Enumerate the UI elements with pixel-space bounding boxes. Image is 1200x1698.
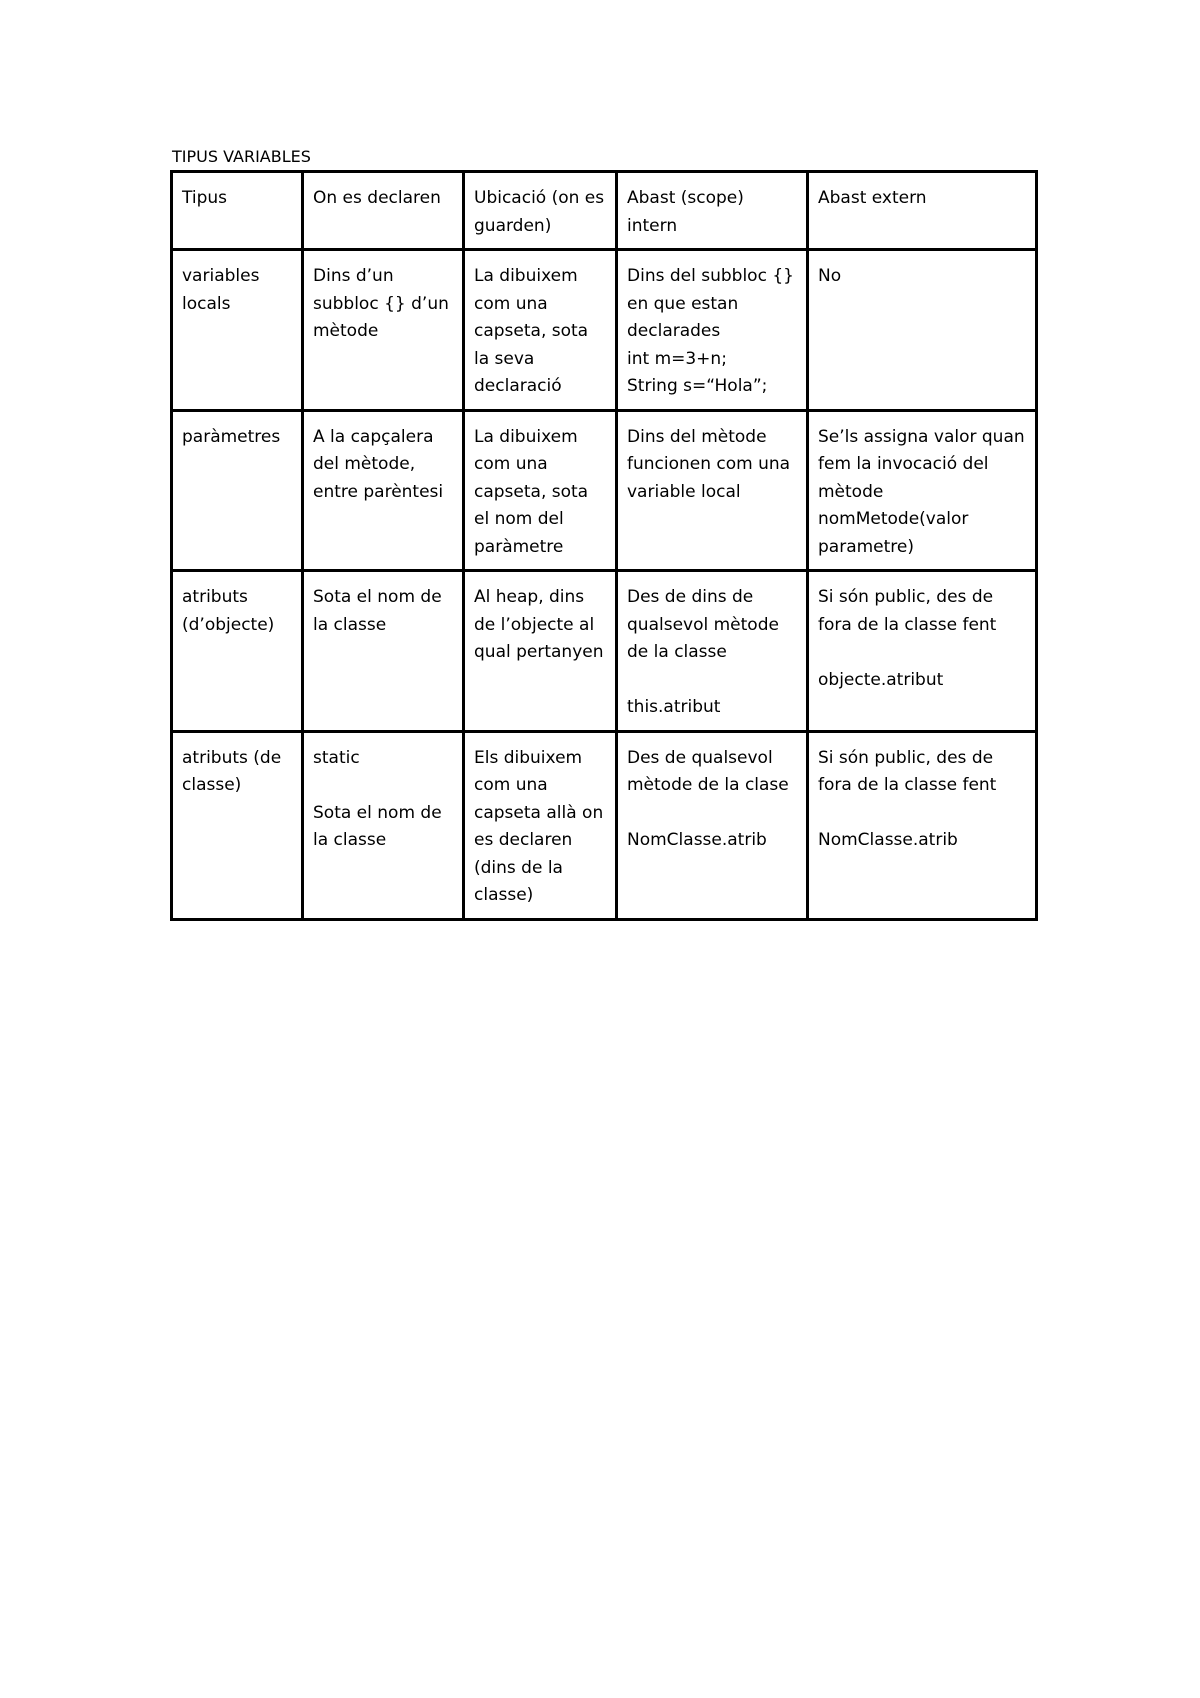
header-cell-abast-intern: Abast (scope) intern <box>617 172 808 250</box>
table-cell: Dins d’un subbloc {} d’un mètode <box>303 250 464 411</box>
table-cell: static Sota el nom de la classe <box>303 731 464 919</box>
table-cell: paràmetres <box>172 410 303 571</box>
table-row <box>172 410 1037 571</box>
table-cell: Sota el nom de la classe <box>303 571 464 732</box>
table-cell: Si són public, des de fora de la classe fent NomClasse.atrib <box>808 731 1037 919</box>
header-cell-tipus: Tipus <box>172 172 303 250</box>
header-cell-abast-extern: Abast extern <box>808 172 1037 250</box>
table-row <box>172 571 1037 732</box>
table-cell: Des de qualsevol mètode de la clase NomClasse.atrib <box>617 731 808 919</box>
table-header-row <box>172 172 1037 250</box>
table-cell: atributs (d’objecte) <box>172 571 303 732</box>
header-cell-on-es-declaren: On es declaren <box>303 172 464 250</box>
variables-table <box>170 170 1038 921</box>
table-cell: Se’ls assigna valor quan fem la invocació del mètode nomMetode(valor parametre) <box>808 410 1037 571</box>
table-cell: Des de dins de qualsevol mètode de la classe this.atribut <box>617 571 808 732</box>
table-cell: Al heap, dins de l’objecte al qual pertanyen <box>464 571 617 732</box>
table-cell: Dins del mètode funcionen com una variable local <box>617 410 808 571</box>
table-cell: Els dibuixem com una capseta allà on es declaren (dins de la classe) <box>464 731 617 919</box>
table-cell: Dins del subbloc {} en que estan declarades int m=3+n; String s=“Hola”; <box>617 250 808 411</box>
table-cell: La dibuixem com una capseta, sota la seva declaració <box>464 250 617 411</box>
table-cell: variables locals <box>172 250 303 411</box>
table-cell: Si són public, des de fora de la classe fent objecte.atribut <box>808 571 1037 732</box>
page-title: TIPUS VARIABLES <box>172 147 311 166</box>
table-cell: A la capçalera del mètode, entre parèntesi <box>303 410 464 571</box>
table-cell: La dibuixem com una capseta, sota el nom del paràmetre <box>464 410 617 571</box>
header-cell-ubicacio: Ubicació (on es guarden) <box>464 172 617 250</box>
table-row <box>172 731 1037 919</box>
table-cell: atributs (de classe) <box>172 731 303 919</box>
table-row <box>172 250 1037 411</box>
table-cell: No <box>808 250 1037 411</box>
